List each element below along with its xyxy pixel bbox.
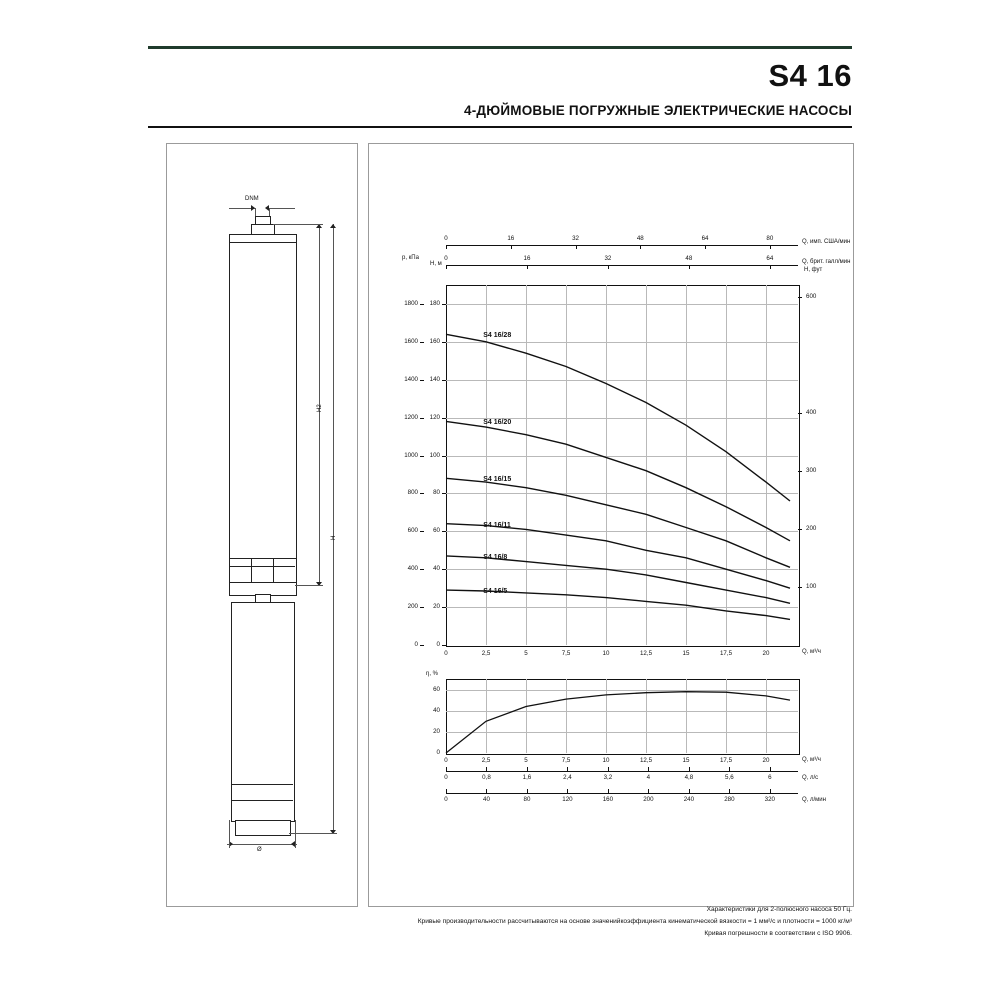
footnote-1: Характеристики для 2-полюсного насоса 50 Гц. [706,906,852,913]
bottom-tick-mark [527,767,528,771]
bottom-tick-mark [648,767,649,771]
ytick-ft: 300 [806,466,817,474]
pump-suction-section [229,558,297,584]
dnm-label: DNM [245,196,259,202]
eff-xtick: 2,5 [481,757,491,764]
bottom-tick-mark [729,767,730,771]
bottom-tick: 320 [764,796,775,803]
bottom-tick-mark [770,767,771,771]
bottom-tick: 200 [643,796,654,803]
bottom-tick: 4,8 [684,774,694,781]
top-tick: 80 [766,235,774,242]
eff-xtick: 10 [602,757,610,764]
bottom-tick: 160 [602,796,614,803]
top-tick: 16 [523,255,531,262]
h-label: H [331,535,337,540]
xtick-main: 7,5 [561,650,571,657]
header-bottom-rule [148,126,852,128]
eff-xtick: 12,5 [639,757,653,764]
bottom-tick: 280 [724,796,735,803]
h2-label: H2 [317,404,323,412]
footnote-2: Кривые производительности рассчитываются на основе значенийкоэффициента кинематической вязкости = 1 мм²/с и плотности = 1000 кг/м³ [417,918,852,925]
bottom-tick-mark [648,789,649,793]
ytick-m: 180 [429,299,440,307]
motor-end-cap [235,820,291,836]
eff-ytick: 0 [436,749,440,756]
pump-body [229,242,297,560]
ytick-kpa: 1800 [404,299,418,307]
bottom-tick-mark [608,767,609,771]
motor-body [231,602,295,822]
page-title: S4 16 [768,58,852,93]
ytick-m: 60 [433,527,440,535]
bottom-tick-mark [729,789,730,793]
bottom-tick-mark [527,789,528,793]
xtick-main: 17,5 [719,650,733,657]
bottom-tick: 4 [646,774,651,781]
xtick-main: 2,5 [481,650,491,657]
ytick-kpa: 400 [407,565,418,573]
ytick-kpa: 1200 [404,413,418,421]
ytick-kpa: 1600 [404,337,418,345]
eff-ytick: 60 [433,685,440,693]
top-tick: 32 [604,255,612,262]
ytick-m: 40 [433,565,440,573]
bottom-tick: 1,6 [522,774,532,781]
bottom-tick-mark [770,789,771,793]
ytick-m: 0 [436,641,440,648]
top-tick: 48 [636,235,644,242]
pump-drawing-panel [166,143,358,907]
bottom-tick-mark [486,789,487,793]
ytick-kpa: 200 [407,603,418,611]
bottom-tick: 120 [562,796,573,803]
top-tick: 32 [572,235,579,242]
top-tick: 16 [507,235,515,242]
bottom-tick: 3,2 [603,774,613,781]
curve-label: S4 16/11 [483,521,511,529]
diameter-label: Ø [257,847,262,853]
eff-xtick: 0 [444,757,448,764]
xtick-main: 15 [682,650,690,657]
footnote-3: Кривая погрешности в соответствии с ISO 9906. [704,930,852,937]
ytick-ft: 200 [806,524,817,532]
ytick-ft: 400 [806,408,817,416]
eff-xtick: 15 [682,757,690,764]
bottom-tick: 0 [444,796,448,803]
bottom-tick: 0,8 [482,774,491,781]
curve-label: S4 16/5 [483,588,508,596]
curve-label: S4 16/20 [483,419,512,427]
xtick-main: 5 [524,650,528,657]
ytick-ft: 600 [806,292,817,300]
ytick-m: 80 [433,489,440,497]
top-tick: 64 [766,255,774,262]
bottom-tick-mark [446,767,447,771]
curve-label: S4 16/15 [483,476,512,484]
bottom-tick: 2,4 [563,774,572,781]
bottom-tick: 0 [444,774,448,781]
bottom-tick-mark [486,767,487,771]
ytick-kpa: 1000 [404,451,418,459]
ytick-kpa: 0 [414,641,418,648]
top-tick: 64 [701,235,709,242]
ytick-kpa: 800 [407,489,418,497]
top-tick: 0 [444,255,448,262]
eff-xtick: 20 [762,757,770,764]
page-subtitle: 4-ДЮЙМОВЫЕ ПОГРУЖНЫЕ ЭЛЕКТРИЧЕСКИЕ НАСОСЫ [464,103,852,118]
ytick-ft: 100 [806,582,817,590]
header-top-rule [148,46,852,49]
ytick-kpa: 1400 [404,375,418,383]
bottom-tick-mark [567,789,568,793]
bottom-tick: 5,6 [725,774,734,781]
ytick-m: 100 [429,451,440,459]
ytick-kpa: 600 [407,527,418,535]
curve-label: S4 16/8 [483,553,508,561]
curve-label: S4 16/28 [483,332,512,340]
performance-chart: 0 16 32 48 64 80 0 16 32 48 64 Q, имп. США/мин Q, брит. галл/мин S4 16/28 S4 16/20 S4 16/15 S4 16/11 S4 16/8 S4 16/5 p, кПа H, м 0 200 400 600 800 1000 1200 1400 1600 1800 0 20 40 60 80 100 120 140 160 180 H, фут 100 200 300 400 600 0 2,5 5 7,5 10 12,5 15 17,5 20 Q, м³/ч η, % 0 20 40 60 0 2,5 5 7,5 10 12,5 15 17,5 20 Q, м³/ч 0 0,8 1,6 2,4 3,2 4 4,8 5,6 6 0 40 80 120 160 200 240 280 320 Q, л/с Q, л/мин [368,143,852,905]
bottom-tick: 40 [483,796,490,803]
bottom-tick-mark [567,767,568,771]
bottom-tick-mark [689,789,690,793]
eff-xtick: 5 [524,757,528,764]
bottom-tick: 80 [523,796,531,803]
ytick-m: 20 [433,603,440,611]
xtick-main: 0 [444,650,448,657]
bottom-tick-mark [446,789,447,793]
xtick-main: 10 [602,650,610,657]
bottom-tick-mark [689,767,690,771]
ytick-m: 160 [429,337,440,345]
bottom-tick-mark [608,789,609,793]
xtick-main: 12,5 [639,650,653,657]
eff-ytick: 40 [433,706,440,714]
efficiency-curve-svg [368,143,852,905]
eff-xtick: 7,5 [561,757,571,764]
bottom-tick: 6 [768,774,772,781]
ytick-m: 140 [429,375,440,383]
bottom-tick: 240 [683,796,695,803]
efficiency-curve [446,692,790,753]
eff-xtick: 17,5 [719,757,733,764]
ytick-m: 120 [429,413,440,421]
top-tick: 48 [685,255,693,262]
xtick-main: 20 [762,650,770,657]
top-tick: 0 [444,235,448,242]
eff-ytick: 20 [433,727,440,735]
